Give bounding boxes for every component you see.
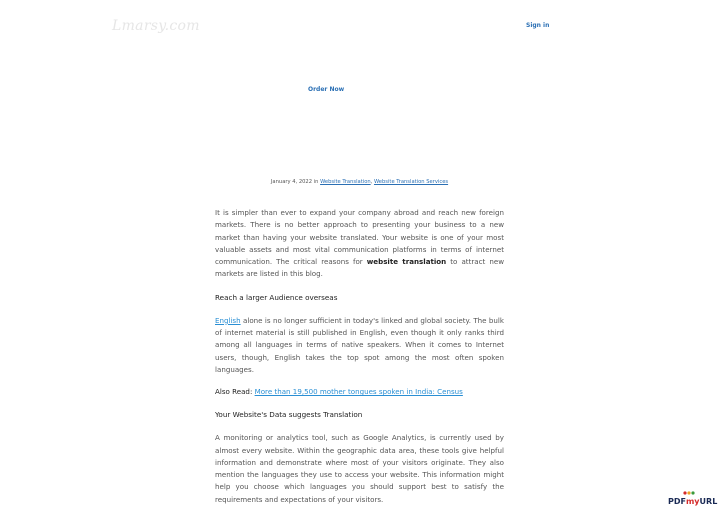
post-meta — [0, 179, 719, 185]
intro-bold-keyword: website translation — [366, 257, 447, 267]
badge-pdf: PDF — [668, 497, 686, 506]
also-read-link[interactable]: More than 19,500 mother tongues spoken in India: Census — [254, 387, 463, 397]
category-separator: , — [370, 179, 374, 185]
section-heading-reach-audience: Reach a larger Audience overseas — [215, 292, 338, 302]
also-read — [215, 386, 504, 398]
section-heading-website-data: Your Website's Data suggests Translation — [215, 410, 363, 420]
intro-text-before: It is simpler than ever to expand your company abroad and reach new foreign markets. There is no better approach to presenting your business to a new market than having your website translated. Your website is one of your most valuable assets and most vital communication platforms in terms of internet communication. The critical reasons for — [215, 208, 504, 267]
category-link-website-translation-services[interactable]: Website Translation Services — [373, 179, 449, 185]
order-now-link[interactable]: Order Now — [308, 86, 345, 93]
sign-in-link[interactable]: Sign in — [526, 22, 550, 29]
english-paragraph-text: alone is no longer sufficient in today's linked and global society. The bulk of internet material is still published in English, even though it only ranks third among all languages in terms of native speakers. When it comes to Internet users, though, English takes the top spot among the most often spoken languages. — [215, 315, 504, 374]
badge-url: URL — [699, 497, 718, 506]
category-link-website-translation[interactable]: Website Translation — [320, 179, 371, 185]
also-read-label: Also Read: — [215, 387, 255, 397]
pdfmyurl-badge[interactable] — [668, 497, 717, 506]
post-date: January 4, 2022 in — [270, 179, 321, 185]
badge-my: my — [685, 497, 700, 506]
english-paragraph — [215, 315, 504, 376]
intro-paragraph — [215, 207, 504, 281]
article-body — [215, 207, 504, 506]
analytics-paragraph: A monitoring or analytics tool, such as Google Analytics, is currently used by almost every website. Within the geographic data area, these tools give helpful information and demonstrate where most of your visitors originate. They also mention the languages they use to access your website. This information might help you choose which languages you should support best to satisfy the requirements and expectations of your visitors. — [215, 433, 504, 504]
intro-text-after: to attract new markets are listed in this blog. — [215, 257, 505, 279]
site-logo[interactable]: Lmarsy.com — [112, 18, 200, 34]
pdfmyurl-dots-icon — [683, 489, 697, 497]
english-link[interactable]: English — [215, 315, 241, 325]
